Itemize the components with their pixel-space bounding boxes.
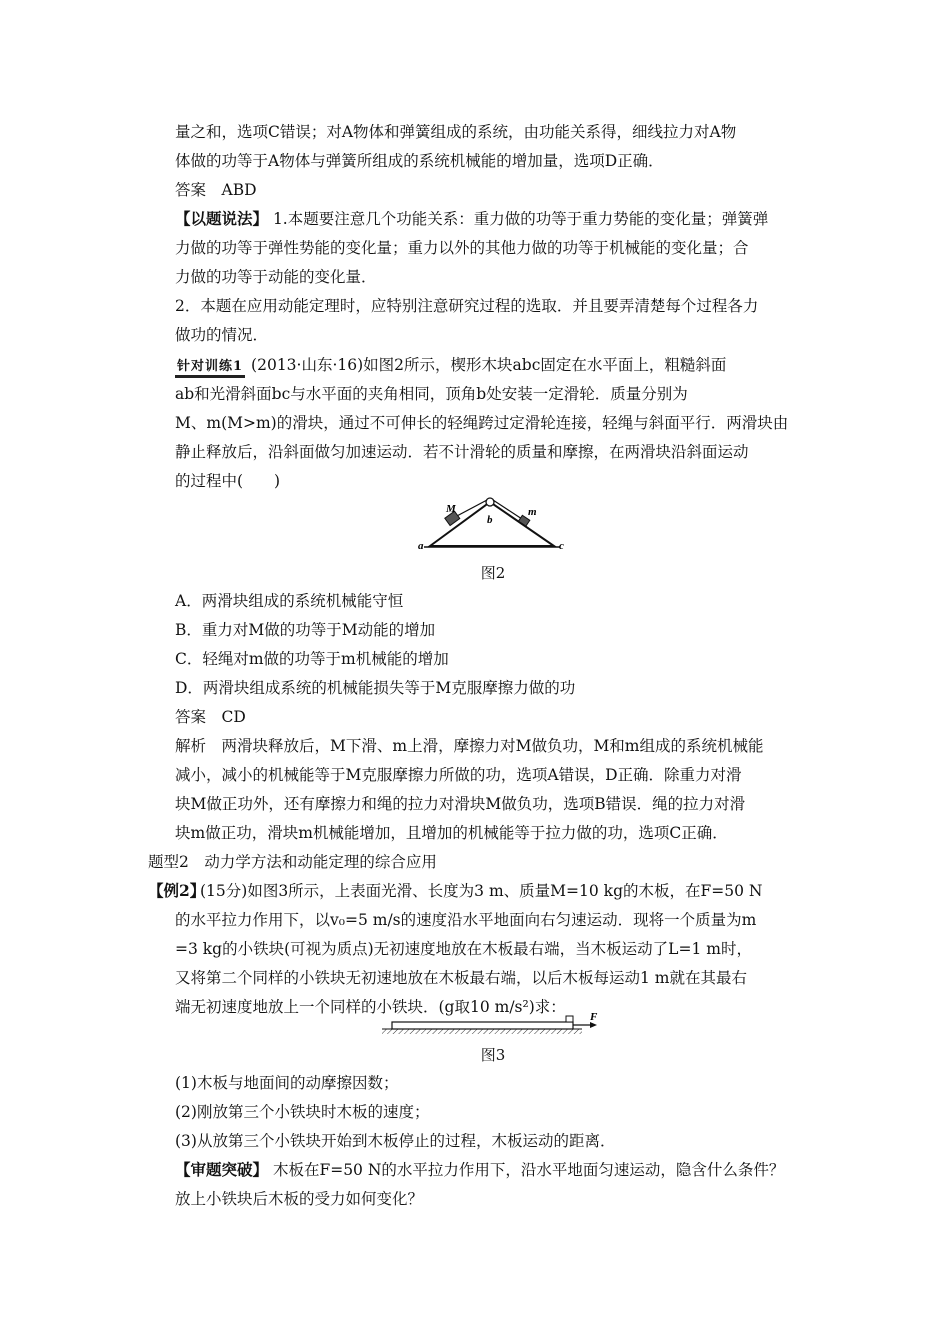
answer-1: 答案 ABD [175, 181, 257, 199]
training-line3: M、m(M>m)的滑块，通过不可伸长的轻绳跨过定滑轮连接，轻绳与斜面平行．两滑块由 [175, 414, 789, 432]
iron-block-shape [566, 1016, 573, 1022]
option-b: B．重力对M做的功等于M动能的增加 [175, 621, 436, 639]
figure-3-caption: 图3 [480, 1046, 506, 1064]
question-1: (1)木板与地面间的动摩擦因数； [175, 1074, 399, 1092]
figure-3-diagram [0, 1008, 950, 1038]
ground-hatch [382, 1029, 582, 1034]
rope-right [493, 500, 522, 519]
label-m: m [528, 506, 537, 518]
example-2-label: 【例2】 [148, 881, 206, 900]
training-line1 [175, 355, 726, 378]
para1-line2: 体做的功等于A物体与弹簧所组成的系统机械能的增加量，选项D正确． [175, 152, 664, 170]
label-c: c [559, 540, 564, 552]
analysis-line1: 解析 两滑块释放后，M下滑、m上滑，摩擦力对M做负功，M和m组成的系统机械能 [175, 737, 764, 755]
training-line4: 静止释放后，沿斜面做匀加速运动．若不计滑轮的质量和摩擦，在两滑块沿斜面运动 [175, 443, 749, 461]
example-2-line4: 又将第二个同样的小铁块无初速地放在木板最右端，以后木板每运动1 m就在其最右 [175, 969, 747, 987]
insight-line2: 力做的功等于弹性势能的变化量；重力以外的其他力做的功等于机械能的变化量；合 [175, 239, 749, 257]
training-line2: ab和光滑斜面bc与水平面的夹角相同，顶角b处安装一定滑轮．质量分别为 [175, 385, 688, 403]
label-a: a [418, 540, 424, 552]
training-text-1: (2013·山东·16)如图2所示，楔形木块abc固定在水平面上，粗糙斜面 [251, 356, 727, 374]
answer-2: 答案 CD [175, 708, 246, 726]
example-2-line1: (15分)如图3所示，上表面光滑、长度为3 m、质量M=10 kg的木板，在F=50 N [200, 882, 763, 900]
option-c: C．轻绳对m做的功等于m机械能的增加 [175, 650, 449, 668]
option-d: D．两滑块组成系统的机械能损失等于M克服摩擦力做的功 [175, 679, 576, 697]
figure-2-diagram [0, 490, 950, 550]
question-3: (3)从放第三个小铁块开始到木板停止的过程，木板运动的距离． [175, 1132, 616, 1150]
breakthrough-line2: 放上小铁块后木板的受力如何变化？ [175, 1190, 424, 1208]
example-2-line5: 端无初速度地放上一个同样的小铁块．(g取10 m/s²)求： [175, 998, 566, 1016]
breakthrough-line1 [175, 1160, 809, 1180]
board-shape [392, 1022, 573, 1029]
pulley-icon [486, 498, 494, 506]
insight-line1 [175, 209, 809, 229]
label-b: b [487, 514, 493, 526]
label-F: F [590, 1011, 598, 1023]
para1-line1: 量之和，选项C错误；对A物体和弹簧组成的系统，由功能关系得，细线拉力对A物 [175, 123, 737, 141]
insight-line3: 力做的功等于动能的变化量． [175, 268, 377, 286]
option-a: A．两滑块组成的系统机械能守恒 [175, 592, 404, 610]
example-2-line2: 的水平拉力作用下，以v₀=5 m/s的速度沿水平地面向右匀速运动．现将一个质量为m [175, 911, 757, 929]
question-2: (2)刚放第三个小铁块时木板的速度； [175, 1103, 430, 1121]
insight-label: 【以题说法】 [175, 209, 269, 228]
insight-text-1: 1.本题要注意几个功能关系：重力做的功等于重力势能的变化量；弹簧弹 [268, 210, 769, 228]
analysis-line2: 减小，减小的机械能等于M克服摩擦力所做的功，选项A错误，D正确．除重力对滑 [175, 766, 742, 784]
insight-line5: 做功的情况． [175, 326, 269, 344]
figure-2-caption: 图2 [480, 564, 506, 582]
label-M: M [446, 503, 456, 515]
analysis-line3: 块M做正功外，还有摩擦力和绳的拉力对滑块M做负功，选项B错误．绳的拉力对滑 [175, 795, 746, 813]
analysis-line4: 块m做正功，滑块m机械能增加，且增加的机械能等于拉力做的功，选项C正确． [175, 824, 728, 842]
example-2-line3: =3 kg的小铁块(可视为质点)无初速度地放在木板最右端，当木板运动了L=1 m时， [175, 940, 752, 958]
breakthrough-label: 【审题突破】 [175, 1160, 269, 1179]
section-title: 题型2 动力学方法和动能定理的综合应用 [148, 853, 437, 871]
training-line5: 的过程中( ) [175, 472, 281, 490]
breakthrough-text-1: 木板在F=50 N的水平拉力作用下，沿水平地面匀速运动，隐含什么条件？ [272, 1161, 785, 1179]
insight-line4: 2．本题在应用动能定理时，应特别注意研究过程的选取．并且要弄清楚每个过程各力 [175, 297, 759, 315]
training-tag: 针对训练1 [175, 359, 245, 378]
